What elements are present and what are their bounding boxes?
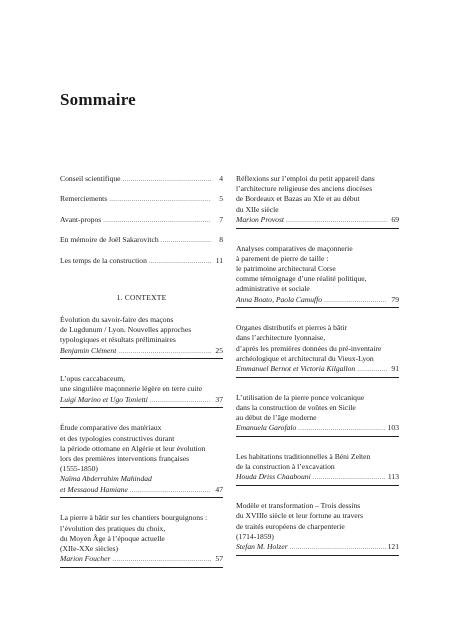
page-number: 103	[387, 423, 399, 433]
entry-title-line: archéologique et architectural du Vieux-Lyon	[236, 353, 374, 363]
entry-title-line: (XIIe-XXe siècles)	[60, 543, 118, 553]
page-number: 57	[215, 554, 223, 564]
entry-title-line: du XIIe siècle	[236, 204, 279, 214]
entry-title-line: de Lugdunum / Lyon. Nouvelles approches	[60, 325, 192, 335]
dot-leader	[150, 396, 211, 406]
entry-author-line-label: Benjamin Clément	[60, 345, 117, 355]
page-number: 113	[387, 472, 399, 482]
entry-title-line: dans l’architecture lyonnaise,	[236, 333, 326, 343]
entry-author-line	[236, 472, 399, 483]
dot-leader	[298, 424, 385, 434]
entry-author-line	[236, 364, 399, 375]
toc-entry	[236, 323, 399, 378]
entry-title-line: administrative et sociale	[236, 284, 310, 294]
page-number: 7	[219, 214, 223, 224]
right-column	[236, 174, 399, 571]
toc-entry	[236, 244, 399, 309]
entry-title-line: comme témoignage d’une réalité politique,	[236, 274, 367, 284]
entry-rule	[60, 567, 223, 568]
front-matter-item-label: Les temps de la construction	[60, 255, 147, 265]
toc-entry	[60, 315, 223, 359]
entry-author-line-label: Emmanuel Bernot et Victoria Kilgallon	[236, 364, 356, 374]
entry-title-line: et des typologies constructives durant	[60, 433, 175, 443]
toc-entry	[236, 452, 399, 486]
front-matter-list	[60, 174, 223, 267]
entry-author-line-label: Anna Boato, Paola Camuffo	[236, 294, 323, 304]
entry-title-line: la période ottomane en Algérie et leur évolution	[60, 443, 206, 453]
toc-entry	[60, 423, 223, 498]
page-number: 25	[215, 345, 223, 355]
entry-author-line-label: et Messaoud Hamiane	[60, 484, 128, 494]
entry-title-line: du XVIIIe siècle et leur fortune au travers	[236, 511, 364, 521]
entry-title-line: Analyses comparatives de maçonnerie	[236, 243, 353, 253]
entry-title-line: dans la construction de voûtes en Sicile	[236, 402, 356, 412]
entry-title-line: L’utilisation de la pierre ponce volcanique	[236, 392, 365, 402]
page-number: 47	[215, 484, 223, 494]
toc-entry	[60, 513, 223, 568]
entry-title-line: à parement de pierre de taille :	[236, 253, 329, 263]
entry-title-line: Les habitations traditionnelles à Béni Zelten	[236, 452, 371, 462]
front-matter-item	[60, 235, 223, 246]
entry-rule	[236, 377, 399, 378]
left-column	[60, 174, 223, 583]
entry-rule	[236, 485, 399, 486]
left-entries	[60, 315, 223, 568]
entry-author-line-label: Marion Foucher	[60, 554, 111, 564]
page-number: 79	[391, 294, 399, 304]
entry-title-line: de Bordeaux et Bazas au XIe et au début	[236, 194, 360, 204]
toc-entry	[236, 501, 399, 556]
toc-entry	[236, 393, 399, 437]
page-number: 121	[387, 541, 399, 551]
front-matter-item-label: Avant-propos	[60, 214, 102, 224]
entry-title-line: (1714-1859)	[236, 531, 274, 541]
entry-title-line: du Moyen Âge à l’époque actuelle	[60, 533, 165, 543]
front-matter-item-label: Remerciements	[60, 194, 108, 204]
entry-author-line	[236, 295, 399, 306]
entry-title-line: Réflexions sur l’emploi du petit appareil dans	[236, 174, 375, 183]
entry-title-line: (1555-1850)	[60, 464, 98, 474]
front-matter-item	[60, 215, 223, 226]
entry-title-line: au début de l’âge moderne	[236, 413, 317, 423]
entry-author-line	[60, 554, 223, 565]
front-matter-item	[60, 194, 223, 205]
entry-title-line: La pierre à bâtir sur les chantiers bourguignons :	[60, 513, 208, 523]
entry-rule	[60, 497, 223, 498]
entry-author-line	[60, 395, 223, 406]
entry-rule	[236, 436, 399, 437]
page-number: 69	[391, 214, 399, 224]
page-number: 5	[219, 194, 223, 204]
dot-leader	[109, 195, 211, 205]
section-heading: 1. CONTEXTE	[116, 292, 167, 302]
entry-author-line-label: Houda Driss Chaabouni	[236, 472, 311, 482]
toc-entry	[60, 374, 223, 408]
entry-title-line: Modèle et transformation – Trois dessins	[236, 501, 361, 511]
entry-author-line	[236, 542, 399, 553]
entry-title-line: L’opus caccabaceum,	[60, 374, 126, 384]
front-matter-item-label: Conseil scientifique	[60, 174, 121, 183]
entry-author-line-label: Stefan M. Holzer	[236, 541, 288, 551]
dot-leader	[118, 347, 211, 357]
front-matter-item	[60, 174, 223, 185]
entry-title-line: lors des premières interventions françaises	[60, 454, 190, 463]
page-number: 91	[391, 364, 399, 374]
dot-leader	[357, 365, 387, 375]
toc-entry	[236, 174, 399, 229]
entry-rule	[60, 407, 223, 408]
entry-author-line	[236, 215, 399, 226]
entry-title-line: une singulière maçonnerie légère en terre cuite	[60, 384, 203, 394]
entry-title-line: d’après les premières données du pré-inventaire	[236, 343, 382, 353]
entry-author: Naïma Abderrahim Mahindad	[60, 474, 152, 484]
dot-leader	[123, 175, 211, 185]
entry-rule	[236, 228, 399, 229]
entry-title-line: de traités européens de charpenterie	[236, 521, 345, 531]
dot-leader	[286, 216, 387, 226]
entry-author-line	[60, 346, 223, 357]
entry-title-line: le patrimoine architectural Corse	[236, 263, 336, 273]
dot-leader	[161, 236, 211, 246]
entry-title-line: l’évolution des pratiques du choix,	[60, 523, 166, 533]
dot-leader	[149, 257, 211, 267]
entry-author-line-label: Marion Provost	[236, 214, 285, 224]
entry-title-line: de la construction à l’excavation	[236, 462, 335, 472]
entry-title-line: l’architecture religieuse des anciens diocèses	[236, 184, 373, 194]
dot-leader	[324, 296, 387, 306]
page-title: Sommaire	[60, 90, 136, 109]
dot-leader	[290, 543, 386, 553]
entry-author-line-label: Emanuela Garofalo	[236, 423, 297, 433]
dot-leader	[313, 473, 386, 483]
dot-leader	[130, 486, 211, 496]
page-number: 8	[219, 235, 223, 245]
entry-title-line: typologiques et résultats préliminaires	[60, 335, 176, 345]
entry-author-line	[236, 423, 399, 434]
entry-author-line-label: Luigi Marino et Ugo Tonietti	[60, 394, 148, 404]
page-number: 11	[215, 255, 223, 265]
page-number: 4	[219, 174, 223, 183]
entry-author-line	[60, 485, 223, 496]
entry-rule	[60, 358, 223, 359]
entry-rule	[236, 307, 399, 308]
dot-leader	[112, 555, 211, 565]
dot-leader	[103, 216, 211, 226]
page-number: 37	[215, 394, 223, 404]
entry-title-line: Étude comparative des matériaux	[60, 423, 162, 433]
entry-title-line: Organes distributifs et pierres à bâtir	[236, 323, 347, 333]
front-matter-item	[60, 256, 223, 267]
entry-title-line: Évolution du savoir-faire des maçons	[60, 314, 174, 324]
entry-rule	[236, 555, 399, 556]
front-matter-item-label: En mémoire de Joël Sakarovitch	[60, 235, 159, 245]
